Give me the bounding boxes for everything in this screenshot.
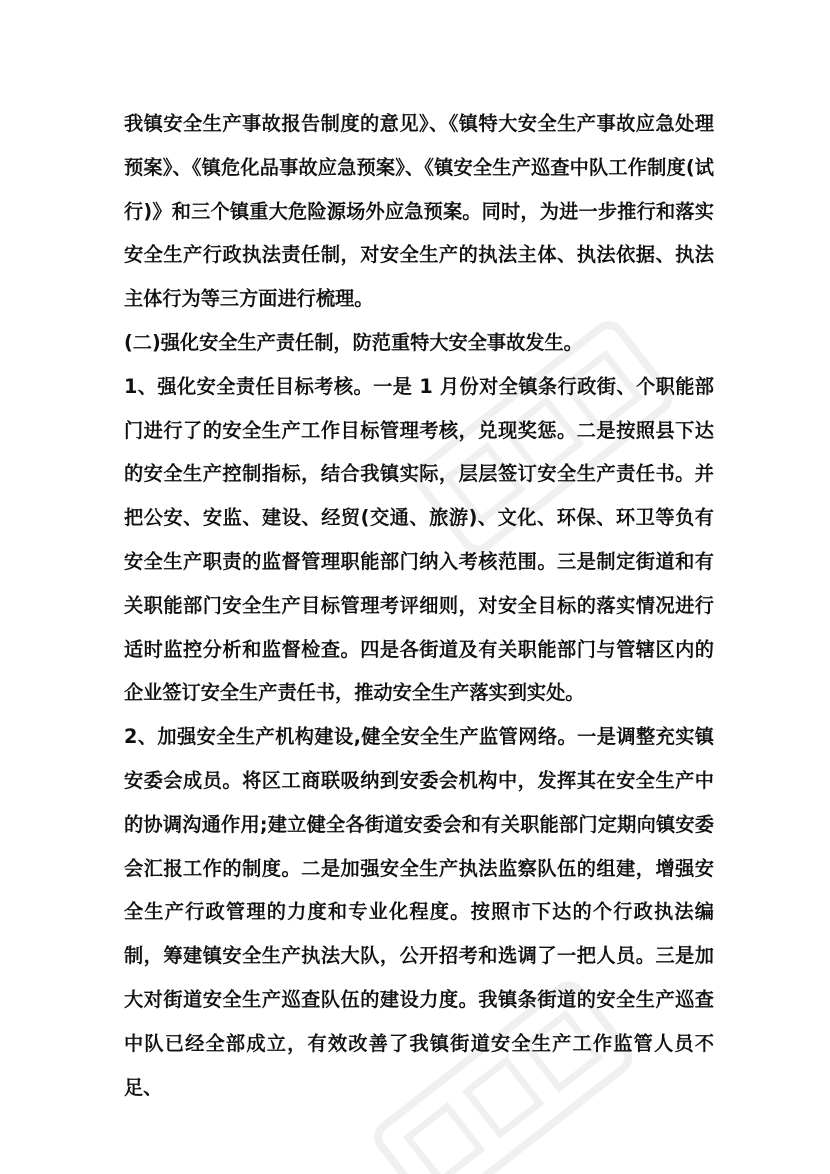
paragraph-regulations: 我镇安全生产事故报告制度的意见》、《镇特大安全生产事故应急处理预案》、《镇危化品事故应急预案》、《镇安全生产巡查中队工作制度(试行)》和三个镇重大危险源场外应急预案。同时，为进一步推行和落实安全生产行政执法责任制，对安全生产的执法主体、执法依据、执法主体行为等三方面进行梳理。 [124, 112, 714, 311]
heading-section-two: (二)强化安全生产责任制，防范重特大安全事故发生。 [124, 330, 583, 354]
paragraph-organization-building: 2、加强安全生产机构建设,健全安全生产监管网络。一是调整充实镇安委会成员。将区工商联吸纳到安委会机构中，发挥其在安全生产中的协调沟通作用;建立健全各街道安委会和有关职能部门定期向镇安委会汇报工作的制度。二是加强安全生产执法监察队伍的组建，增强安全生产行政管理的力度和专业化程度。按照市下达的个行政执法编制，筹建镇安全生产执法大队，公开招考和选调了一把人员。三是加大对街道安全生产巡查队伍的建设力度。我镇条街道的安全生产巡查中队已经全部成立，有效改善了我镇街道安全生产工作监管人员不足、 [124, 725, 714, 1099]
document-body [124, 102, 714, 1109]
paragraph-responsibility-assessment: 1、强化安全责任目标考核。一是 1 月份对全镇条行政街、个职能部门进行了的安全生产工作目标管理考核，兑现奖惩。二是按照县下达的安全生产控制指标，结合我镇实际，层层签订安全生产责任书。并把公安、安监、建设、经贸(交通、旅游)、文化、环保、环卫等负有安全生产职责的监督管理职能部门纳入考核范围。三是制定街道和有关职能部门安全生产目标管理考评细则，对安全目标的落实情况进行适时监控分析和监督检查。四是各街道及有关职能部门与管辖区内的企业签订安全生产责任书，推动安全生产落实到实处。 [124, 374, 714, 705]
